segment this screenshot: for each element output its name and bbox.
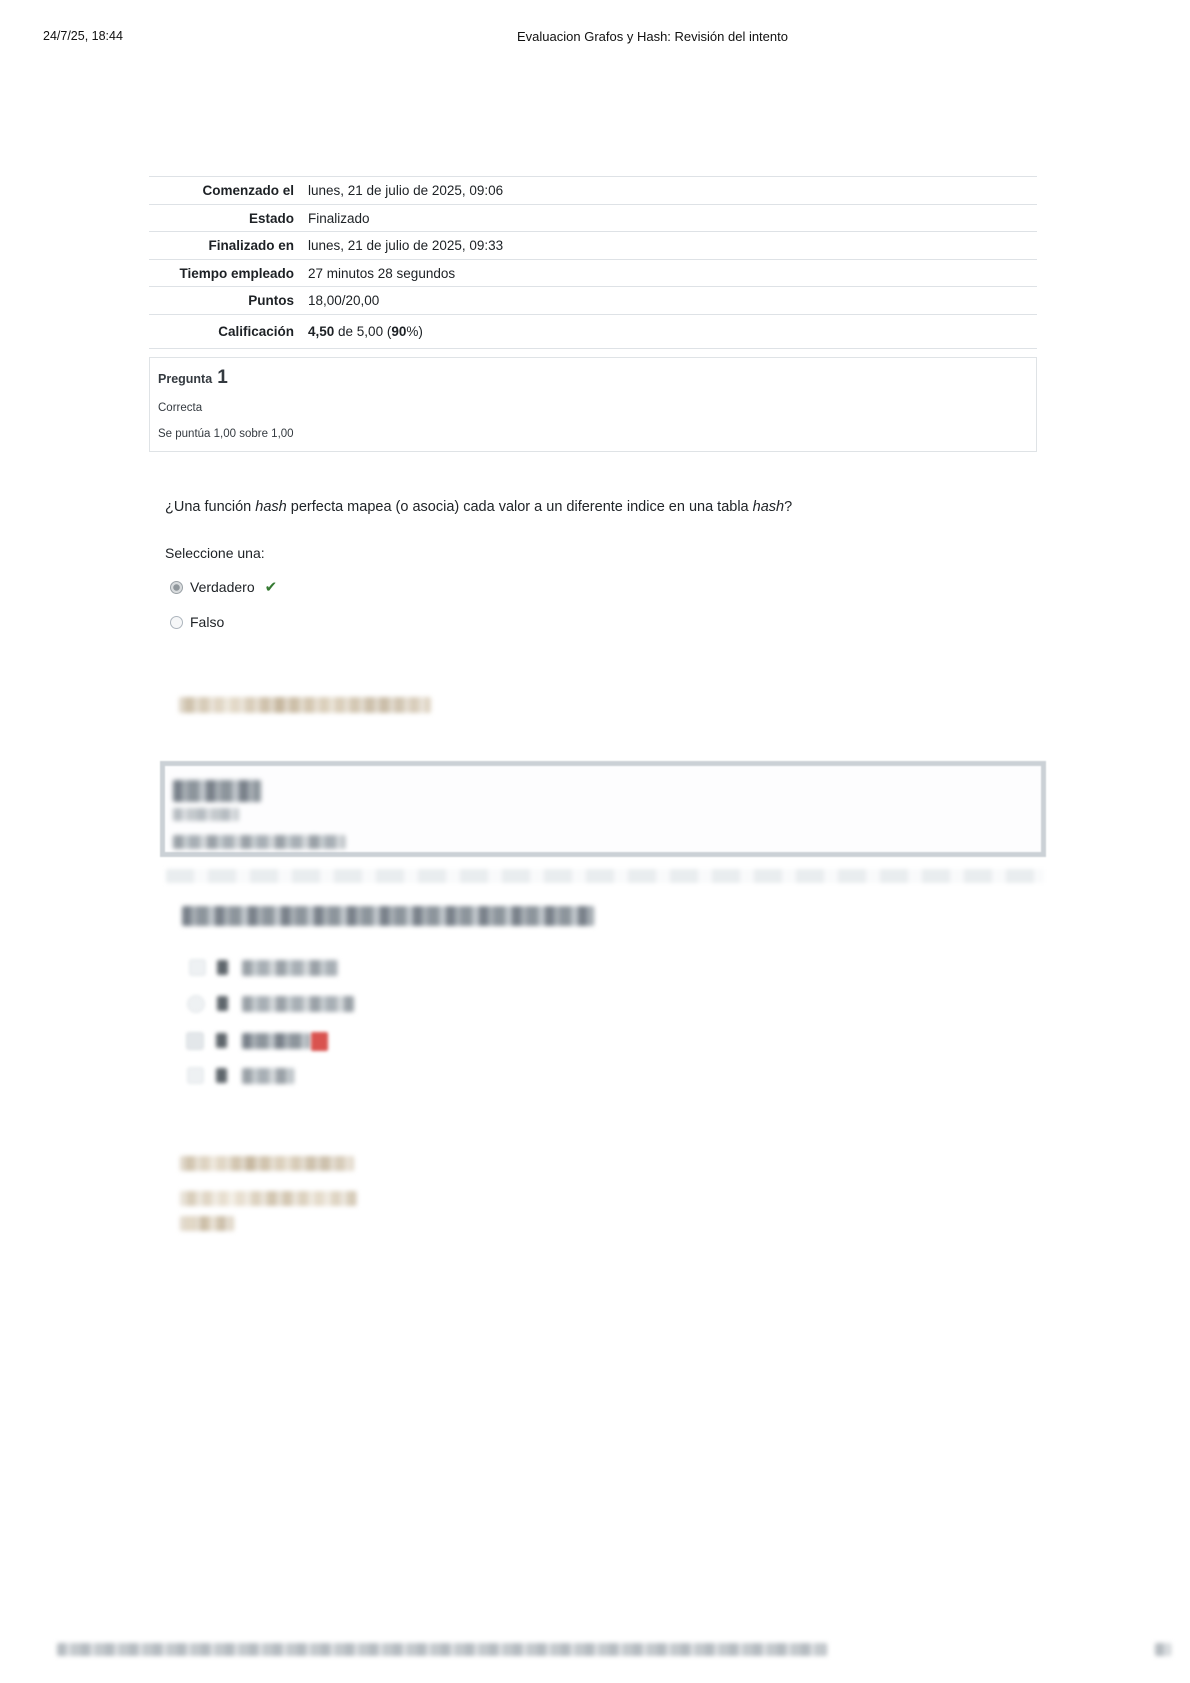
table-row: [149, 231, 1037, 259]
qtext-part: ¿Una función: [165, 499, 256, 515]
page-title: Evaluacion Grafos y Hash: Revisión del intento: [517, 29, 788, 44]
row-value: lunes, 21 de julio de 2025, 09:06: [308, 183, 504, 198]
grade-value: [294, 324, 423, 339]
question-index: 1: [217, 367, 228, 388]
redacted-feedback-line-2: [180, 1191, 357, 1206]
redacted-option-letter: [216, 1068, 227, 1083]
answer-option-verdadero: [170, 579, 277, 595]
answer-option-falso: [170, 614, 224, 630]
redacted-page-number: [1155, 1643, 1171, 1656]
table-row: [149, 259, 1037, 286]
redacted-option-text: [242, 996, 354, 1012]
question-2-option-checkbox[interactable]: [187, 995, 205, 1013]
redacted-feedback-correct-answer: [179, 697, 431, 713]
answer-prompt: Seleccione una:: [165, 545, 265, 561]
qtext-italic: hash: [752, 499, 785, 515]
option-label: Falso: [190, 614, 225, 630]
table-row: [149, 176, 1037, 204]
redacted-option-letter: [216, 1033, 227, 1048]
attempt-summary-table: [149, 176, 1037, 349]
redacted-option-text: [242, 1068, 294, 1084]
redacted-question-points: [173, 835, 345, 849]
incorrect-flag-icon: [311, 1032, 328, 1051]
question-2-option-checkbox[interactable]: [186, 1032, 204, 1050]
row-label: Puntos: [248, 293, 294, 308]
redacted-option-letter: [217, 996, 228, 1011]
redacted-feedback-line-3: [180, 1216, 234, 1231]
table-row: [149, 204, 1037, 231]
row-label: Calificación: [218, 324, 294, 339]
row-label: Estado: [248, 210, 294, 226]
redacted-faint-strip: [166, 869, 1044, 883]
redacted-question-number: [173, 780, 261, 802]
question-points: Se puntúa 1,00 sobre 1,00: [158, 428, 294, 440]
row-value: 18,00/20,00: [308, 293, 380, 308]
row-label: Finalizado en: [208, 238, 294, 253]
question-1-info-box: [149, 357, 1037, 452]
row-value: 27 minutos 28 segundos: [308, 265, 456, 281]
question-2-option-checkbox[interactable]: [187, 1067, 204, 1084]
radio-falso[interactable]: [170, 616, 183, 629]
redacted-feedback-line-1: [180, 1156, 354, 1171]
qtext-italic: hash: [255, 499, 287, 515]
row-label: Comenzado el: [202, 183, 294, 198]
option-label: Verdadero: [190, 579, 255, 595]
question-state: Correcta: [158, 402, 203, 414]
redacted-footer-url: [57, 1643, 827, 1656]
grade-mid: de 5,00 (: [334, 324, 392, 339]
table-row-grade: [149, 314, 1037, 349]
redacted-option-text: [242, 960, 338, 976]
question-label: Pregunta: [158, 372, 213, 386]
row-value: Finalizado: [308, 210, 370, 226]
question-number: [158, 368, 228, 387]
grade-tail: %): [406, 324, 423, 339]
question-2-option-checkbox[interactable]: [189, 959, 206, 976]
redacted-option-letter: [217, 960, 228, 975]
redacted-question-state: [173, 808, 239, 821]
question-1-text: [165, 499, 1065, 515]
correct-check-icon: ✔: [264, 578, 278, 596]
redacted-option-text: [242, 1033, 310, 1049]
print-datetime: 24/7/25, 18:44: [43, 29, 123, 43]
qtext-part: ?: [784, 499, 793, 515]
table-row: [149, 286, 1037, 314]
grade-score: 4,50: [308, 324, 335, 339]
row-label: Tiempo empleado: [179, 265, 294, 281]
redacted-question-2-text: [182, 906, 594, 926]
radio-verdadero[interactable]: [170, 581, 183, 594]
row-value: lunes, 21 de julio de 2025, 09:33: [308, 238, 504, 253]
question-2-info-box: [160, 761, 1046, 857]
qtext-part: perfecta mapea (o asocia) cada valor a un diferente indice en una tabla: [286, 499, 753, 515]
grade-percent: 90: [391, 324, 407, 339]
